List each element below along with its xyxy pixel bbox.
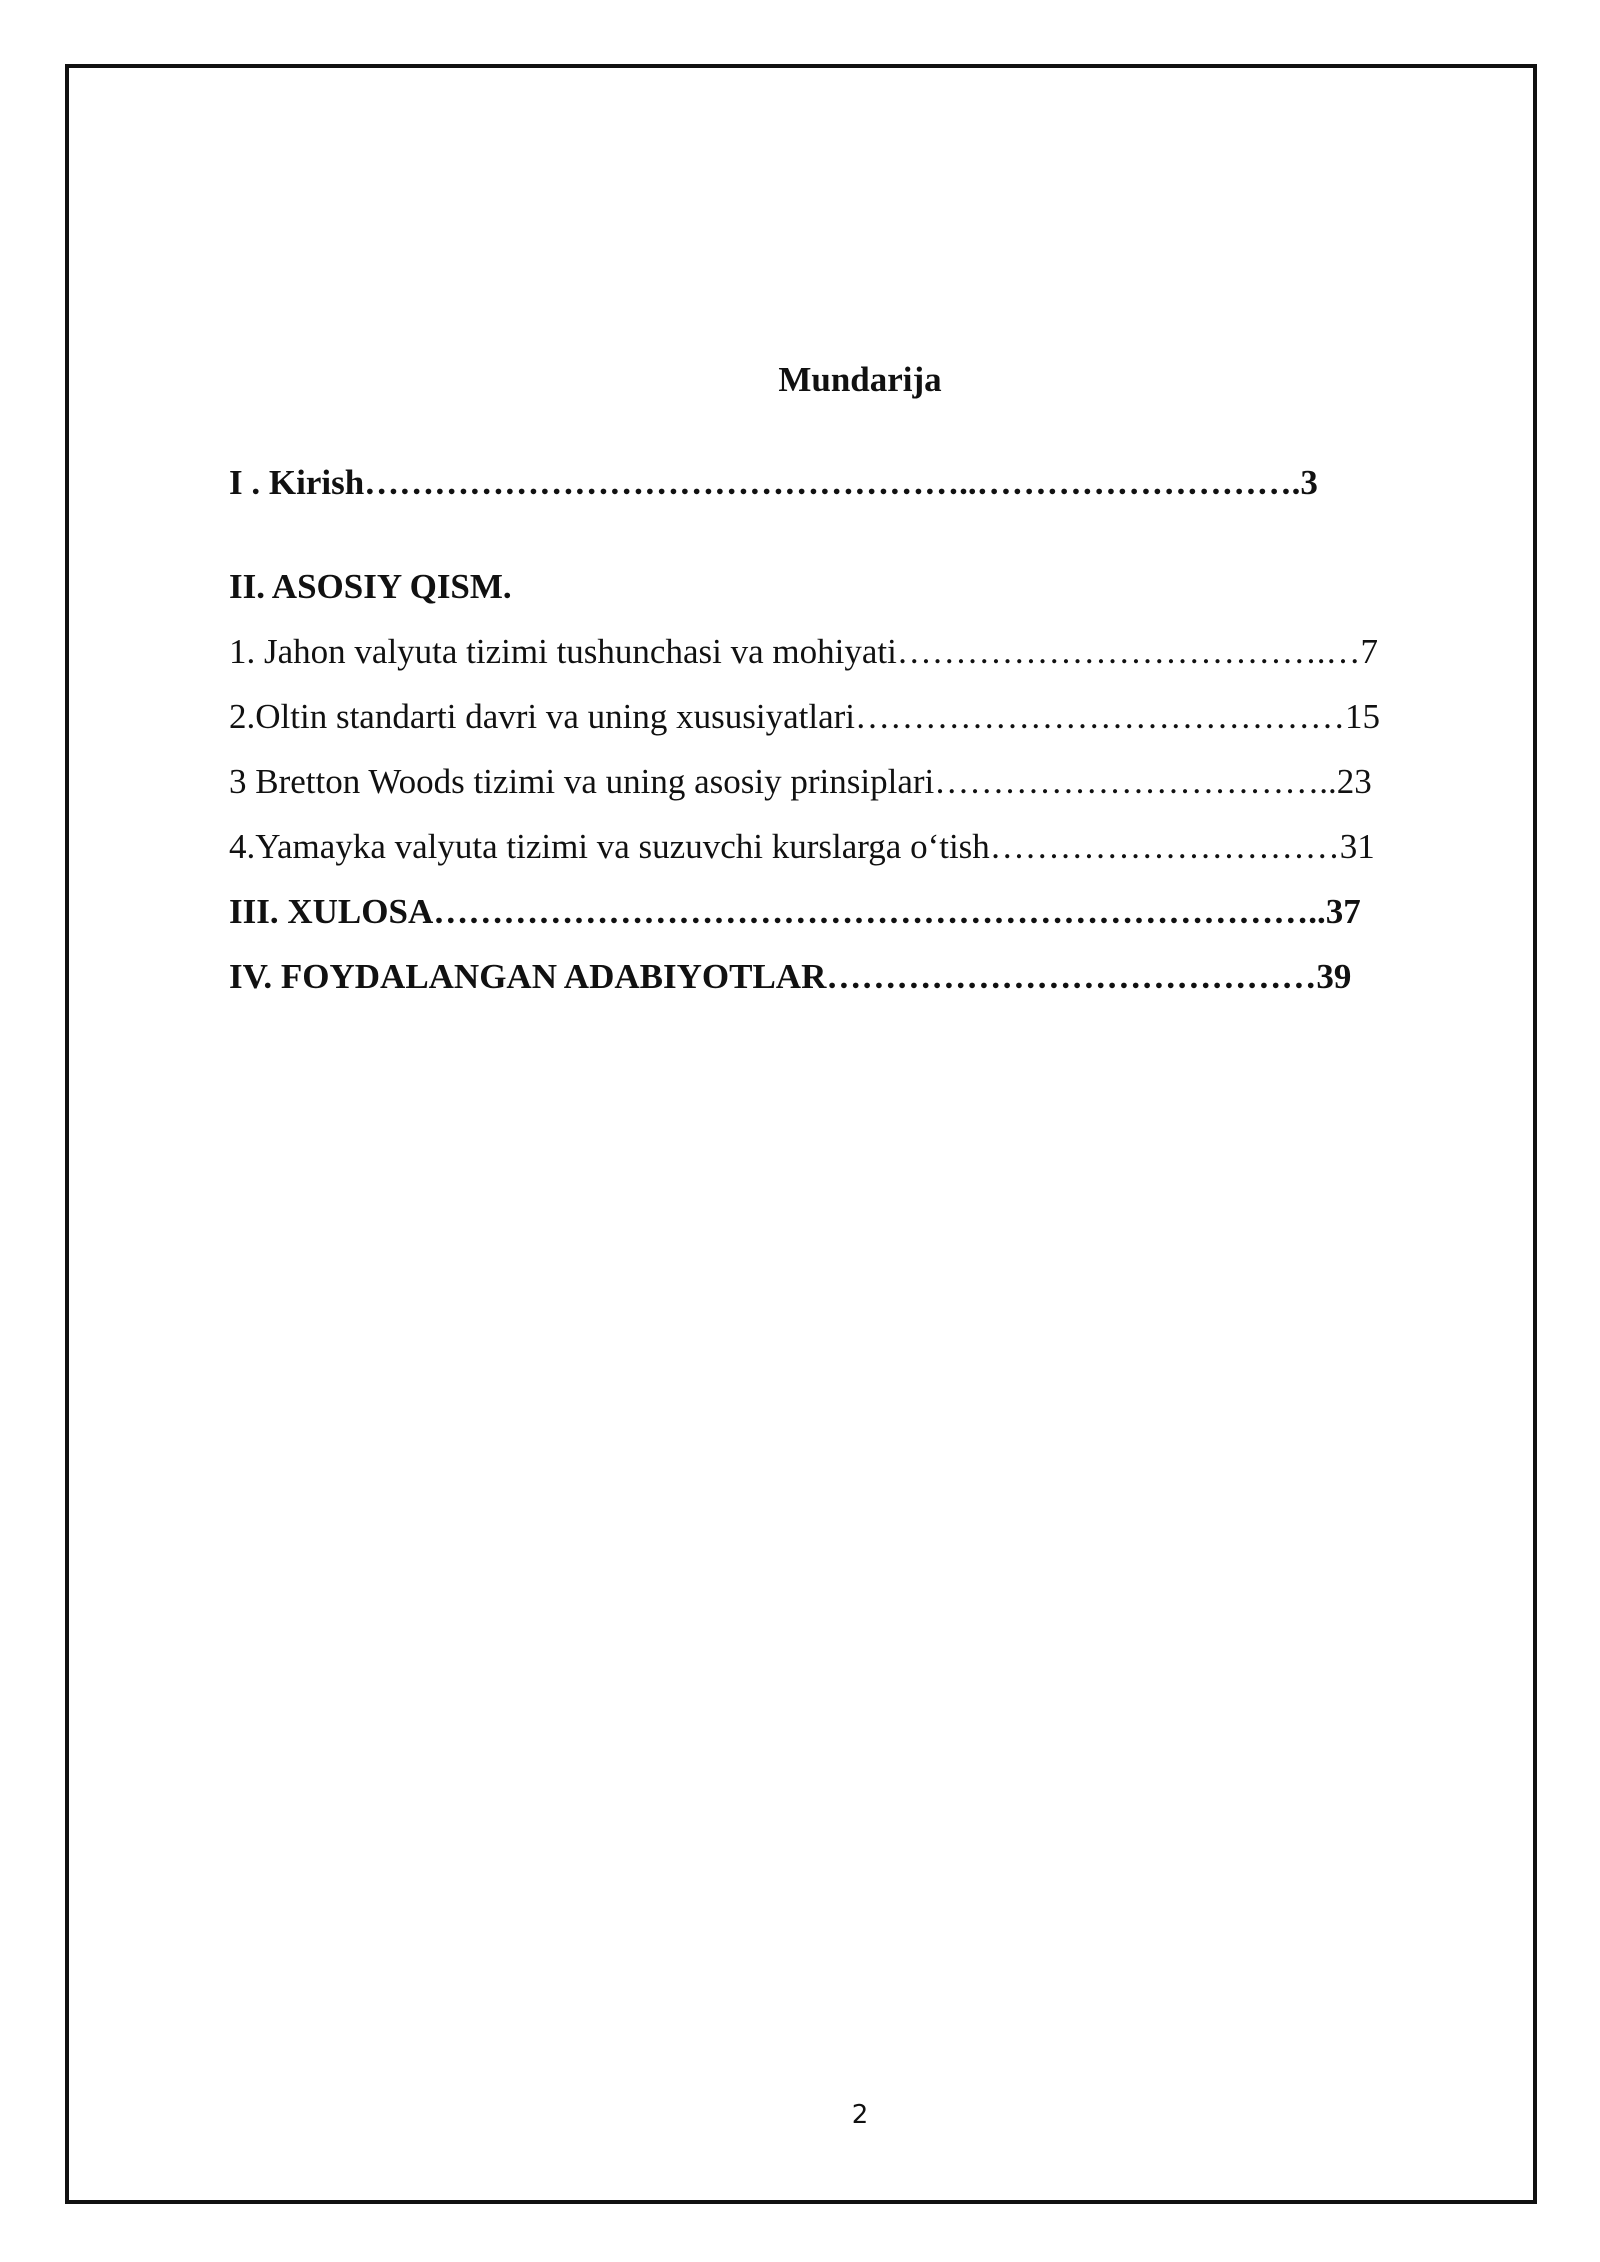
- toc-entry-section-1: 1. Jahon valyuta tizimi tushunchasi va mohiyati……………………………….…7: [229, 632, 1379, 671]
- toc-entry-kirish: I . Kirish……………………………………………..……………………….3: [229, 463, 1318, 502]
- toc-entry-asosiy-qism: II. ASOSIY QISM.: [229, 567, 512, 606]
- toc-entry-section-2: 2.Oltin standarti davri va uning xususiyatlari……………………………………15: [229, 697, 1381, 736]
- toc-entry-section-3: 3 Bretton Woods tizimi va uning asosiy prinsiplari……………………………..23: [229, 762, 1372, 801]
- toc-entry-section-4: 4.Yamayka valyuta tizimi va suzuvchi kurslarga o‘tish…………………………31: [229, 827, 1375, 866]
- toc-entry-adabiyotlar: IV. FOYDALANGAN ADABIYOTLAR……………………………………39: [229, 957, 1352, 996]
- toc-title: Mundarija: [778, 360, 942, 399]
- toc-entry-xulosa: III. XULOSA…………………………………………………………………..37: [229, 892, 1361, 931]
- page-number: 2: [851, 2100, 869, 2130]
